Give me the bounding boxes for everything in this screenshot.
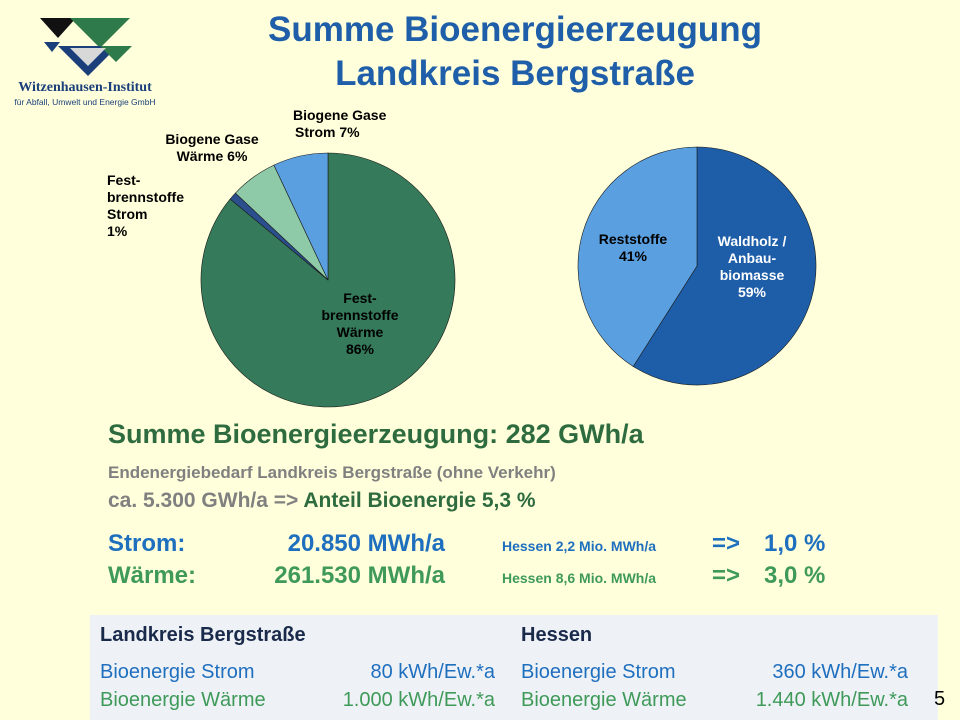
label-line: brennstoffe <box>321 307 399 323</box>
logo-name: Witzenhausen-Institut <box>18 80 152 95</box>
label-line: 41% <box>618 248 648 264</box>
label-line: Strom <box>107 206 148 222</box>
right-strom-value: 360 kWh/Ew.*a <box>772 661 908 683</box>
label-waldholz <box>702 233 802 301</box>
comparison-right-header: Hessen <box>521 624 593 646</box>
row-waerme-label: Wärme: <box>108 562 197 589</box>
total-bioenergy: Summe Bioenergieerzeugung: 282 GWh/a <box>108 419 644 449</box>
label-line: Waldholz / <box>717 233 787 249</box>
row-waerme-percent: 3,0 % <box>764 562 826 589</box>
label-festbrennstoffe-strom <box>107 172 207 240</box>
demand-value: ca. 5.300 GWh/a => <box>108 489 299 512</box>
label-line: Reststoffe <box>598 231 668 247</box>
row-strom-hessen: Hessen 2,2 Mio. MWh/a <box>502 538 657 554</box>
pie-1 <box>201 153 455 407</box>
left-waerme-value: 1.000 kWh/Ew.*a <box>342 689 495 711</box>
row-strom-arrow: => <box>712 530 741 557</box>
row-strom-label: Strom: <box>108 530 186 557</box>
left-strom-value: 80 kWh/Ew.*a <box>370 661 495 683</box>
demand-label: Endenergiebedarf Landkreis Bergstraße (ohne Verkehr) <box>108 463 556 482</box>
label-line: Wärme <box>336 324 384 340</box>
share-line <box>108 489 536 513</box>
right-waerme-label: Bioenergie Wärme <box>521 689 687 711</box>
label-line: Strom 7% <box>295 124 360 140</box>
label-festbrennstoffe-waerme <box>310 290 410 358</box>
label-line: Fest- <box>343 290 377 306</box>
row-waerme-arrow: => <box>712 562 741 589</box>
page-number: 5 <box>934 688 946 710</box>
label-line: Wärme 6% <box>176 148 248 164</box>
row-strom-value: 20.850 MWh/a <box>287 530 445 557</box>
row-waerme-value: 261.530 MWh/a <box>274 562 445 589</box>
comparison-left-header: Landkreis Bergstraße <box>100 624 306 646</box>
label-line: Biogene Gase <box>293 107 387 123</box>
title-line-1: Summe Bioenergieerzeugung <box>268 10 762 49</box>
right-waerme-value: 1.440 kWh/Ew.*a <box>755 689 908 711</box>
label-line: 86% <box>345 341 375 357</box>
label-line: Anbau- <box>727 250 777 266</box>
label-line: 1% <box>107 223 128 239</box>
row-strom-percent: 1,0 % <box>764 530 826 557</box>
label-biogene-gase-waerme <box>152 131 272 165</box>
label-line: Biogene Gase <box>165 131 259 147</box>
right-strom-label: Bioenergie Strom <box>521 661 676 683</box>
left-strom-label: Bioenergie Strom <box>100 661 255 683</box>
label-biogene-gase-strom <box>293 107 413 141</box>
label-reststoffe <box>583 231 683 265</box>
row-waerme-hessen: Hessen 8,6 Mio. MWh/a <box>502 570 657 586</box>
left-waerme-label: Bioenergie Wärme <box>100 689 266 711</box>
title-line-2: Landkreis Bergstraße <box>335 54 695 93</box>
logo-subtitle: für Abfall, Umwelt und Energie GmbH <box>14 97 156 107</box>
label-line: Fest- <box>107 172 141 188</box>
label-line: 59% <box>737 284 767 300</box>
label-line: brennstoffe <box>107 189 184 205</box>
label-line: biomasse <box>719 267 785 283</box>
comparison-box <box>90 615 938 720</box>
bioenergy-share: Anteil Bioenergie 5,3 % <box>303 489 536 512</box>
